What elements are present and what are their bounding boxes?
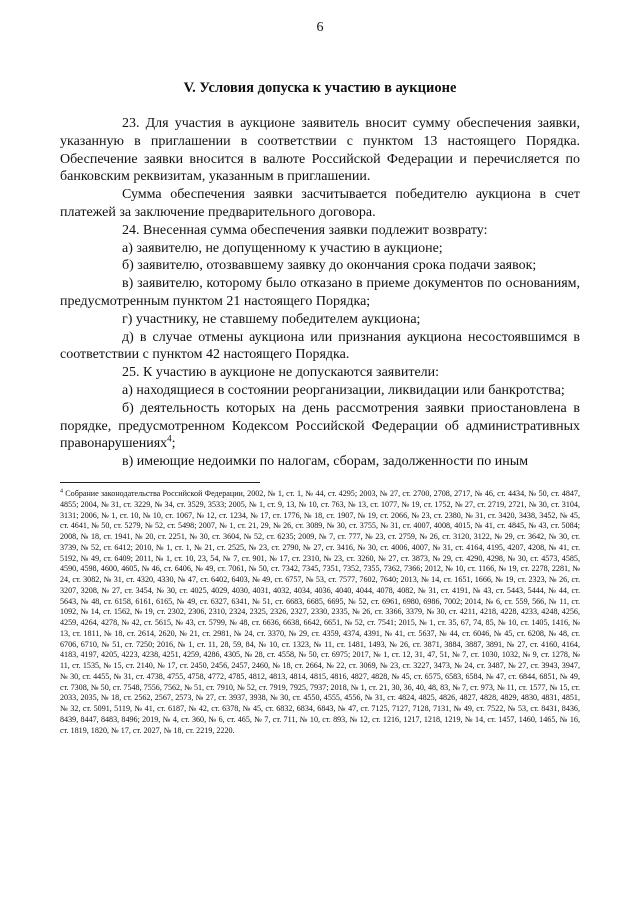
paragraph-24-b: б) заявителю, отозвавшему заявку до окончания срока подачи заявок; xyxy=(122,258,537,274)
paragraph-24-d: д) в случае отмены аукциона или признания аукциона несостоявшимся в соответствии с пунктом 42 настоящего Порядка. xyxy=(60,329,580,363)
footnote-paragraph xyxy=(60,489,580,736)
footnote-text: Собрание законодательства Российской Федерации, 2002, № 1, ст. 1, № 44, ст. 4295; 2003, № 27, ст. 2700, 2708, 2717, № 46, ст. 4434, № 50, ст. 4847, 4855; 2004, № 31, ст. 3229, № 34, ст. 3529, 3533; 2005, № 1, ст. 9, 13, № 10, ст. 763, № 13, ст. 1077, № 19, ст. 1752, № 27, ст. 2719, 2721, № 30, ст. 3104, 3131; 2006, № 1, ст. 10, № 10, ст. 1067, № 12, ст. 1234, № 17, ст. 1776, № 18, ст. 1907, № 19, ст. 2066, № 23, ст. 2380, № 31, ст. 3420, 3438, 3452, № 45, ст. 4641, № 50, ст. 5279, № 52, ст. 5498; 2007, № 1, ст. 21, 29, № 26, ст. 3089, № 30, ст. 3755, № 31, ст. 4007, 4008, 4015, № 41, ст. 4845, № 43, ст. 5084; 2008, № 18, ст. 1941, № 20, ст. 2251, № 30, ст. 3604, № 52, ст. 6235; 2009, № 7, ст. 777, № 23, ст. 2759, № 26, ст. 3120, 3122, № 29, ст. 3642, № 30, ст. 3739, № 52, ст. 6412; 2010, № 1, ст. 1, № 21, ст. 2525, № 23, ст. 2790, № 27, ст. 3416, № 30, ст. 4006, 4007, № 31, ст. 4164, 4195, 4207, 4208, № 41, ст. 5192, № 49, ст. 6409; 2011, № 1, ст. 10, 23, 54, № 7, ст. 901, № 17, ст. 2310, № 23, ст. 3260, № 27, ст. 3873, № 29, ст. 4290, 4298, № 30, ст. 4573, 4585, 4590, 4598, 4600, 4605, № 46, ст. 6406, № 49, ст. 7061, № 50, ст. 7342, 7345, 7351, 7352, 7355, 7362, 7366; 2012, № 10, ст. 1166, № 19, ст. 2278, 2281, № 24, ст. 3082, № 31, ст. 4320, 4330, № 47, ст. 6402, 6403, № 49, ст. 6757, № 53, ст. 7577, 7602, 7640; 2013, № 14, ст. 1651, 1666, № 19, ст. 2323, № 26, ст. 3207, 3208, № 27, ст. 3454, № 30, ст. 4025, 4029, 4030, 4031, 4032, 4034, 4036, 4040, 4044, 4078, 4082, № 31, ст. 4191, № 43, ст. 5443, 5444, № 44, ст. 5643, № 48, ст. 6158, 6161, 6165, № 49, ст. 6327, 6341, № 51, ст. 6683, 6685, 6695, № 52, ст. 6961, 6980, 6986, 7002; 2014, № 6, ст. 559, 566, № 11, ст. 1092, № 14, ст. 1562, № 19, ст. 2302, 2306, 2310, 2324, 2325, 2326, 2327, 2330, 2335, № 26, ст. 3366, 3379, № 30, ст. 4211, 4218, 4228, 4233, 4248, 4256, 4259, 4264, 4278, № 42, ст. 5615, № 43, ст. 5799, № 48, ст. 6636, 6638, 6642, 6651, № 52, ст. 7541; 2015, № 1, ст. 35, 67, 74, 85, № 10, ст. 1405, 1416, № 13, ст. 1811, № 18, ст. 2614, 2620, № 21, ст. 2981, № 24, ст. 3370, № 29, ст. 4359, 4374, 4391, № 41, ст. 5637, № 44, ст. 6046, № 45, ст. 6208, № 48, ст. 6706, 6710, № 51, ст. 7250; 2016, № 1, ст. 11, 28, 59, 84, № 10, ст. 1323, № 11, ст. 1481, 1493, № 26, ст. 3871, 3884, 3887, 3891, № 27, ст. 4160, 4164, 4183, 4197, 4205, 4223, 4238, 4251, 4259, 4286, 4305, № 28, ст. 4558, № 50, ст. 6975; 2017, № 1, ст. 12, 31, 47, 51, № 7, ст. 1030, 1032, № 9, ст. 1278, № 11, ст. 1535, № 15, ст. 2140, № 17, ст. 2450, 2456, 2457, 2460, № 18, ст. 2664, № 22, ст. 3069, № 23, ст. 3227, 3473, № 24, ст. 3487, № 27, ст. 3943, 3947, № 30, ст. 4455, № 31, ст. 4738, 4755, 4758, 4772, 4785, 4812, 4813, 4814, 4815, 4816, 4827, 4828, № 45, ст. 6575, 6583, 6584, № 47, ст. 6844, 6851, № 49, ст. 7308, № 50, ст. 7548, 7556, 7562, № 51, ст. 7910, № 52, ст. 7919, 7925, 7937; 2018, № 1, ст. 21, 30, 36, 40, 48, 83, № 7, ст. 973, № 11, ст. 1577, № 15, ст. 2033, 2035, № 18, ст. 2562, 2567, 2573, № 27, ст. 3937, 3938, № 30, ст. 4550, 4555, 4556, № 31, ст. 4824, 4825, 4826, 4827, 4828, 4829, 4830, 4831, 4851, № 32, ст. 5091, 5119, № 41, ст. 6187, № 42, ст. 6378, № 45, ст. 6832, 6834, 6843, № 47, ст. 7125, 7127, 7128, 7131, № 49, ст. 7522, № 53, ст. 8431, 8436, 8439, 8447, 8483, 8496; 2019, № 4, ст. 360, № 6, ст. 465, № 7, ст. 711, № 10, ст. 893, № 12, ст. 1216, 1217, 1218, 1219, № 14, ст. 1457, 1460, 1465, № 16, ст. 1819, 1820, № 17, ст. 2027, № 18, ст. 2219, 2220. xyxy=(60,489,580,735)
footnote-reference[interactable]: 4 xyxy=(167,433,172,444)
paragraph-24-g: г) участнику, не ставшему победителем аукциона; xyxy=(122,311,421,327)
paragraph-25-v: в) имеющие недоимки по налогам, сборам, задолженности по иным xyxy=(122,454,529,470)
paragraph-24-v: в) заявителю, которому было отказано в приеме документов по основаниям, предусмотренным пунктом 21 настоящего Порядка; xyxy=(60,276,580,309)
paragraph-25-b xyxy=(60,400,580,453)
paragraph-25-b-end: ; xyxy=(171,436,176,452)
page-number: 6 xyxy=(316,20,324,35)
paragraph-23-deposit-credit: Сумма обеспечения заявки засчитывается победителю аукциона в счет платежей за заключение предварительного договора. xyxy=(60,187,580,220)
paragraph-25-a: а) находящиеся в состоянии реорганизации, ликвидации или банкротства; xyxy=(122,382,565,398)
footnote xyxy=(60,489,580,736)
paragraph-24: 24. Внесенная сумма обеспечения заявки подлежит возврату: xyxy=(122,222,488,238)
paragraph-24-a: а) заявителю, не допущенному к участию в аукционе; xyxy=(122,240,443,256)
document-body xyxy=(60,115,580,471)
section-heading: V. Условия допуска к участию в аукционе xyxy=(183,80,457,96)
footnote-marker: 4 xyxy=(60,488,63,495)
paragraph-25: 25. К участию в аукционе не допускаются заявители: xyxy=(122,365,440,381)
footnote-divider xyxy=(60,482,260,483)
paragraph-23: 23. Для участия в аукционе заявитель вносит сумму обеспечения заявки, указанную в приглашении в соответствии с пунктом 13 настоящего Порядка. Обеспечение заявки вносится в валюте Российской Федерации и перечисляется по банковским реквизитам, указанным в приглашении. xyxy=(60,116,580,185)
paragraph-25-b-text: б) деятельность которых на день рассмотрения заявки приостановлена в порядке, предусмотренном Кодексом Российской Федерации об административных правонарушениях xyxy=(60,400,580,452)
